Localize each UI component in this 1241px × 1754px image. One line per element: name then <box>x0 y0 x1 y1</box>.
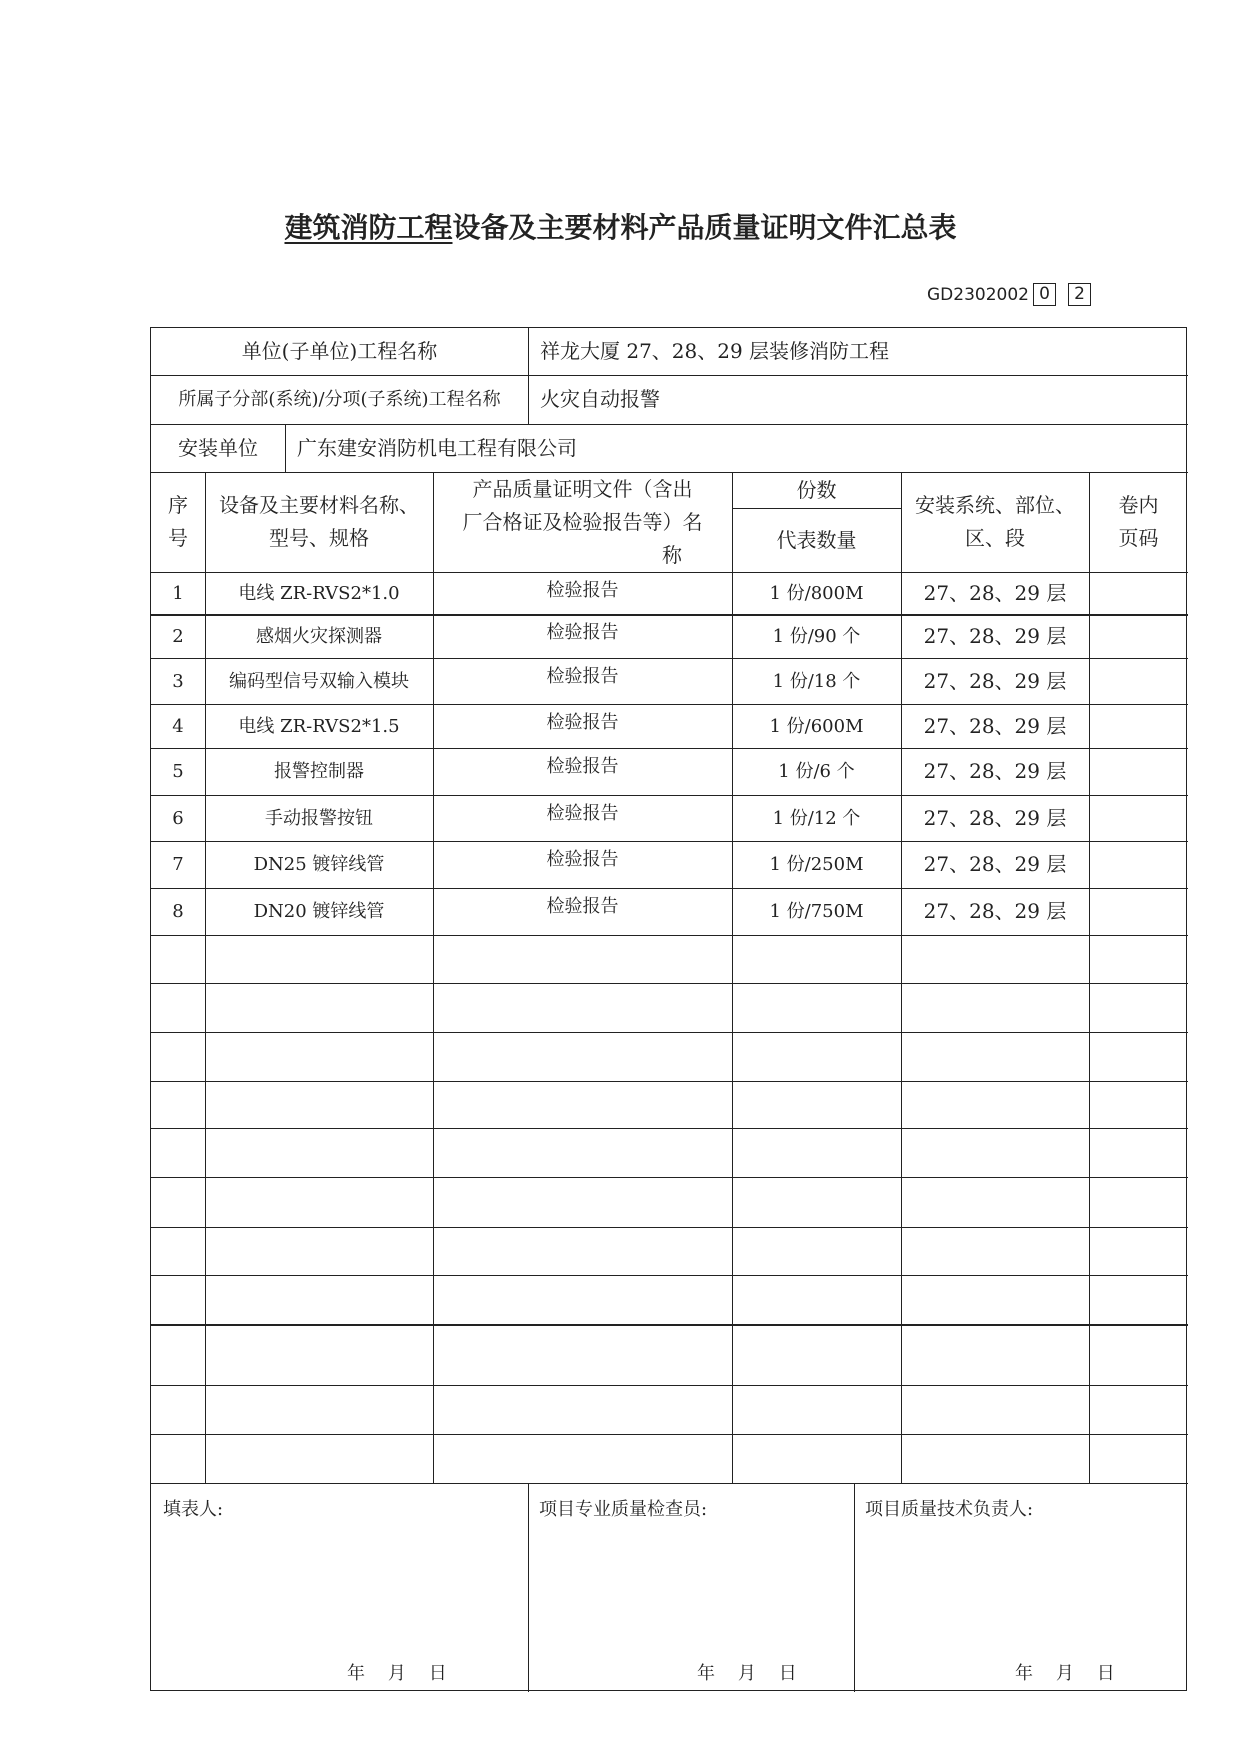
header-qty: 代表数量 <box>776 527 857 552</box>
cell-qty: 1 份/12 个 <box>772 807 861 829</box>
cell-seq: 3 <box>172 670 184 692</box>
cell-seq: 7 <box>172 854 184 875</box>
rule <box>433 472 434 1483</box>
cell-page <box>1089 888 1188 935</box>
subsystem-label: 所属子分部(系统)/分项(子系统)工程名称 <box>178 389 501 410</box>
rule <box>151 1324 1188 1326</box>
tech-date <box>1015 1659 1115 1685</box>
rule <box>901 472 902 1483</box>
header-copies: 份数 <box>796 477 837 502</box>
header-seq <box>151 472 205 572</box>
cell-page <box>1089 748 1188 795</box>
cell-material: 编码型信号双输入模块 <box>229 670 409 692</box>
cell-page <box>1089 841 1188 888</box>
header-seq-line1: 序 <box>168 493 188 517</box>
rule <box>151 1081 1188 1082</box>
cell-location: 27、28、29 层 <box>923 580 1067 605</box>
cell-material: 报警控制器 <box>274 761 364 782</box>
cell-material: 感烟火灾探测器 <box>256 625 382 647</box>
title-part2: 设备及主要材料产品质量证明文件汇总表 <box>452 211 957 244</box>
header-seq-line2: 号 <box>168 526 188 550</box>
date-month: 月 <box>1055 1663 1074 1684</box>
rule <box>732 472 733 1483</box>
rule <box>151 1483 1188 1484</box>
header-location-line2: 区、段 <box>965 526 1025 550</box>
rule <box>151 1385 1188 1386</box>
form-code-text: GD2302002 <box>927 284 1029 305</box>
cell-location: 27、28、29 层 <box>923 899 1067 923</box>
cell-doc: 检验报告 <box>546 849 619 870</box>
cell-location: 27、28、29 层 <box>923 668 1067 693</box>
form-code-box-1: 0 <box>1033 283 1056 306</box>
rule <box>528 1483 529 1692</box>
header-doc-line3: 称 <box>662 542 682 567</box>
cell-doc: 检验报告 <box>546 803 619 824</box>
form-code <box>927 283 1091 306</box>
cell-seq: 1 <box>172 582 184 604</box>
tech-label: 项目质量技术负责人: <box>865 1499 1034 1520</box>
rule <box>151 935 1188 936</box>
date-month: 月 <box>737 1663 756 1684</box>
cell-seq: 4 <box>172 715 184 737</box>
header-material-line1: 设备及主要材料名称、 <box>219 493 419 517</box>
cell-location: 27、28、29 层 <box>923 713 1067 738</box>
cell-qty: 1 份/6 个 <box>778 761 855 782</box>
cell-page <box>1089 704 1188 748</box>
cell-page <box>1089 572 1188 614</box>
rule <box>854 1483 855 1692</box>
cell-qty: 1 份/90 个 <box>772 625 861 647</box>
header-material <box>205 472 433 572</box>
date-month: 月 <box>387 1663 406 1684</box>
filler-date <box>347 1659 447 1685</box>
header-location-line1: 安装系统、部位、 <box>915 493 1075 517</box>
cell-doc: 检验报告 <box>546 756 619 777</box>
cell-page <box>1089 795 1188 841</box>
rule <box>1089 472 1090 1483</box>
date-year: 年 <box>1015 1663 1033 1684</box>
cell-location: 27、28、29 层 <box>923 805 1067 830</box>
cell-material: DN25 镀锌线管 <box>253 854 385 875</box>
cell-qty: 1 份/600M <box>769 715 864 737</box>
summary-table <box>150 327 1187 1691</box>
cell-material: DN20 镀锌线管 <box>253 901 385 922</box>
rule <box>151 1177 1188 1178</box>
cell-location: 27、28、29 层 <box>923 759 1067 783</box>
rule <box>205 472 206 1483</box>
cell-qty: 1 份/800M <box>769 582 864 604</box>
cell-material: 电线 ZR-RVS2*1.0 <box>238 582 400 604</box>
cell-doc: 检验报告 <box>546 896 619 917</box>
date-day: 日 <box>778 1663 797 1684</box>
cell-material: 电线 ZR-RVS2*1.5 <box>238 715 400 737</box>
rule <box>151 983 1188 984</box>
install-value: 广东建安消防机电工程有限公司 <box>297 435 577 460</box>
cell-doc: 检验报告 <box>546 712 619 733</box>
header-page <box>1089 472 1188 572</box>
subsystem-value: 火灾自动报警 <box>540 387 660 411</box>
cell-doc: 检验报告 <box>546 622 619 643</box>
project-value: 祥龙大厦 27、28、29 层装修消防工程 <box>540 339 890 363</box>
header-page-line1: 卷内 <box>1118 493 1159 517</box>
rule <box>151 1128 1188 1129</box>
date-day: 日 <box>428 1663 447 1684</box>
form-code-box-2: 2 <box>1068 283 1091 306</box>
rule <box>151 1227 1188 1228</box>
filler-label: 填表人: <box>163 1499 224 1520</box>
cell-seq: 6 <box>172 807 184 829</box>
date-year: 年 <box>347 1663 365 1684</box>
date-day: 日 <box>1096 1663 1115 1684</box>
inspector-date <box>697 1659 797 1685</box>
cell-qty: 1 份/18 个 <box>772 670 861 692</box>
cell-qty: 1 份/750M <box>769 901 864 922</box>
inspector-label: 项目专业质量检查员: <box>539 1499 708 1520</box>
header-doc-line2: 厂合格证及检验报告等）名 <box>462 509 703 534</box>
cell-material: 手动报警按钮 <box>265 807 373 829</box>
cell-doc: 检验报告 <box>546 580 619 601</box>
rule <box>151 1434 1188 1435</box>
cell-location: 27、28、29 层 <box>923 623 1067 648</box>
cell-seq: 5 <box>172 761 184 782</box>
cell-page <box>1089 614 1188 658</box>
page-title <box>0 206 1241 246</box>
header-location <box>901 472 1089 572</box>
cell-seq: 8 <box>172 901 184 922</box>
rule <box>151 1032 1188 1033</box>
install-label: 安装单位 <box>178 435 258 460</box>
cell-qty: 1 份/250M <box>769 854 864 875</box>
cell-seq: 2 <box>172 625 184 647</box>
cell-doc: 检验报告 <box>546 666 619 687</box>
header-page-line2: 页码 <box>1118 526 1159 550</box>
rule <box>151 1275 1188 1276</box>
cell-location: 27、28、29 层 <box>923 852 1067 876</box>
date-year: 年 <box>697 1663 715 1684</box>
title-part1: 建筑消防工程 <box>284 211 453 244</box>
header-material-line2: 型号、规格 <box>269 526 369 550</box>
header-doc <box>433 472 732 572</box>
cell-page <box>1089 658 1188 704</box>
header-doc-line1: 产品质量证明文件（含出 <box>472 476 693 501</box>
project-label: 单位(子单位)工程名称 <box>241 339 438 363</box>
